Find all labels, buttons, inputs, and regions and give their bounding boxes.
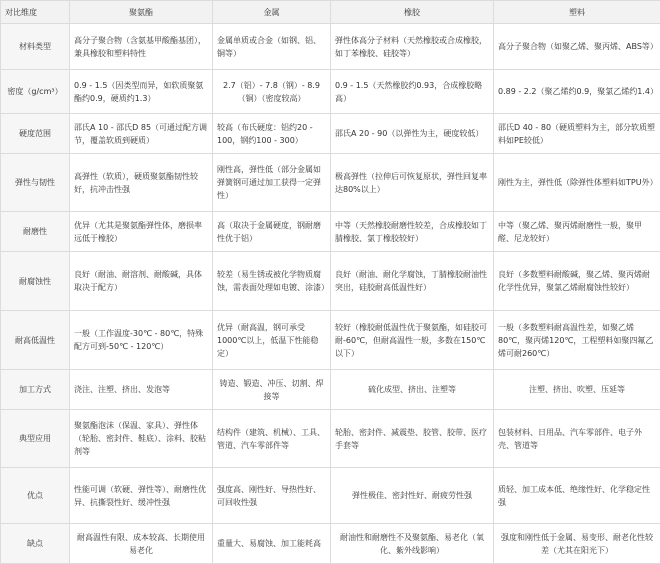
cell-rubber: 邵氏A 20 - 90（以弹性为主，硬度较低）	[331, 114, 494, 154]
row-label: 材料类型	[1, 24, 70, 70]
row-label: 硬度范围	[1, 114, 70, 154]
cell-metal: 2.7（铝）- 7.8（钢）- 8.9（铜）（密度较高）	[213, 70, 331, 114]
header-plastic: 塑料	[494, 1, 660, 24]
cell-polyurethane: 0.9 - 1.5（因类型而异，如软质聚氨酯约0.9，硬质约1.3）	[70, 70, 213, 114]
row-label: 典型应用	[1, 410, 70, 468]
cell-plastic: 中等（聚乙烯、聚丙烯耐磨性一般，聚甲醛、尼龙较好）	[494, 212, 660, 252]
cell-rubber: 良好（耐油、耐化学腐蚀，丁腈橡胶耐油性突出，硅胶耐高低温性好）	[331, 252, 494, 311]
row-label: 密度（g/cm³）	[1, 70, 70, 114]
cell-rubber: 较好（橡胶耐低温性优于聚氨酯，如硅胶可耐-60℃，但耐高温性一般，多数在150℃以下）	[331, 311, 494, 370]
cell-polyurethane: 邵氏A 10 - 邵氏D 85（可通过配方调节，覆盖软质到硬质）	[70, 114, 213, 154]
header-polyurethane: 聚氨酯	[70, 1, 213, 24]
cell-plastic: 邵氏D 40 - 80（硬质塑料为主，部分软质塑料如PE较低）	[494, 114, 660, 154]
cell-rubber: 弹性极佳、密封性好、耐疲劳性强	[331, 468, 494, 524]
cell-metal: 重量大、易腐蚀、加工能耗高	[213, 524, 331, 564]
header-row	[1, 1, 660, 24]
row-label: 耐腐蚀性	[1, 252, 70, 311]
cell-metal: 强度高、刚性好、导热性好、可回收性强	[213, 468, 331, 524]
cell-polyurethane: 耐高温性有限、成本较高、长期使用易老化	[70, 524, 213, 564]
row-corrosion-resistance	[1, 252, 660, 311]
row-temperature-resistance	[1, 311, 660, 370]
cell-plastic: 良好（多数塑料耐酸碱，聚乙烯、聚丙烯耐化学性优异，聚氯乙烯耐腐蚀性较好）	[494, 252, 660, 311]
cell-polyurethane: 聚氨酯泡沫（保温、家具）、弹性体（轮胎、密封件、鞋底）、涂料、胶粘剂等	[70, 410, 213, 468]
row-wear-resistance	[1, 212, 660, 252]
row-typical-applications	[1, 410, 660, 468]
row-disadvantages	[1, 524, 660, 564]
cell-metal: 高（取决于金属硬度，钢耐磨性优于铝）	[213, 212, 331, 252]
cell-rubber: 硫化成型、挤出、注塑等	[331, 370, 494, 410]
cell-plastic: 刚性为主，弹性低（除弹性体塑料如TPU外）	[494, 154, 660, 212]
row-hardness	[1, 114, 660, 154]
row-label: 加工方式	[1, 370, 70, 410]
header-dimension: 对比维度	[1, 1, 70, 24]
row-label: 弹性与韧性	[1, 154, 70, 212]
cell-polyurethane: 一般（工作温度-30℃ - 80℃，特殊配方可到-50℃ - 120℃）	[70, 311, 213, 370]
row-label: 缺点	[1, 524, 70, 564]
cell-polyurethane: 浇注、注塑、挤出、发泡等	[70, 370, 213, 410]
cell-metal: 优异（耐高温，钢可承受1000℃以上，低温下性能稳定）	[213, 311, 331, 370]
cell-plastic: 包装材料、日用品、汽车零部件、电子外壳、管道等	[494, 410, 660, 468]
cell-plastic: 质轻、加工成本低、绝缘性好、化学稳定性强	[494, 468, 660, 524]
cell-polyurethane: 性能可调（软硬、弹性等）、耐磨性优异、抗撕裂性好、缓冲性强	[70, 468, 213, 524]
cell-rubber: 极高弹性（拉伸后可恢复原状，弹性回复率达80%以上）	[331, 154, 494, 212]
row-label: 耐磨性	[1, 212, 70, 252]
row-label: 优点	[1, 468, 70, 524]
cell-metal: 结构件（建筑、机械）、工具、管道、汽车零部件等	[213, 410, 331, 468]
cell-rubber: 耐油性和耐磨性不及聚氨酯、易老化（氧化、紫外线影响）	[331, 524, 494, 564]
row-material-type	[1, 24, 660, 70]
row-label: 耐高低温性	[1, 311, 70, 370]
cell-metal: 较高（布氏硬度：铝约20 - 100，钢约100 - 300）	[213, 114, 331, 154]
cell-rubber: 轮胎、密封件、减震垫、胶管、胶带、医疗手套等	[331, 410, 494, 468]
cell-plastic: 高分子聚合物（如聚乙烯、聚丙烯、ABS等）	[494, 24, 660, 70]
cell-metal: 铸造、锻造、冲压、切割、焊接等	[213, 370, 331, 410]
row-processing-methods	[1, 370, 660, 410]
cell-rubber: 弹性体高分子材料（天然橡胶或合成橡胶，如丁苯橡胶、硅胶等）	[331, 24, 494, 70]
header-rubber: 橡胶	[331, 1, 494, 24]
row-elasticity	[1, 154, 660, 212]
cell-polyurethane: 高弹性（软质），硬质聚氨酯韧性较好，抗冲击性强	[70, 154, 213, 212]
cell-metal: 金属单质或合金（如钢、铝、铜等）	[213, 24, 331, 70]
cell-rubber: 中等（天然橡胶耐磨性较差，合成橡胶如丁腈橡胶、氯丁橡胶较好）	[331, 212, 494, 252]
cell-metal: 较差（易生锈或被化学物质腐蚀，需表面处理如电镀、涂漆）	[213, 252, 331, 311]
cell-polyurethane: 优异（尤其是聚氨酯弹性体，磨损率远低于橡胶）	[70, 212, 213, 252]
cell-plastic: 0.89 - 2.2（聚乙烯约0.9，聚氯乙烯约1.4）	[494, 70, 660, 114]
cell-plastic: 强度和刚性低于金属、易变形、耐老化性较差（尤其在阳光下）	[494, 524, 660, 564]
cell-rubber: 0.9 - 1.5（天然橡胶约0.93，合成橡胶略高）	[331, 70, 494, 114]
cell-polyurethane: 高分子聚合物（含氨基甲酸酯基团），兼具橡胶和塑料特性	[70, 24, 213, 70]
row-advantages	[1, 468, 660, 524]
cell-plastic: 注塑、挤出、吹塑、压延等	[494, 370, 660, 410]
cell-polyurethane: 良好（耐油、耐溶剂、耐酸碱，具体取决于配方）	[70, 252, 213, 311]
row-density	[1, 70, 660, 114]
cell-metal: 刚性高，弹性低（部分金属如弹簧钢可通过加工获得一定弹性）	[213, 154, 331, 212]
header-metal: 金属	[213, 1, 331, 24]
cell-plastic: 一般（多数塑料耐高温性差，如聚乙烯80℃，聚丙烯120℃，工程塑料如聚四氟乙烯可耐260℃）	[494, 311, 660, 370]
